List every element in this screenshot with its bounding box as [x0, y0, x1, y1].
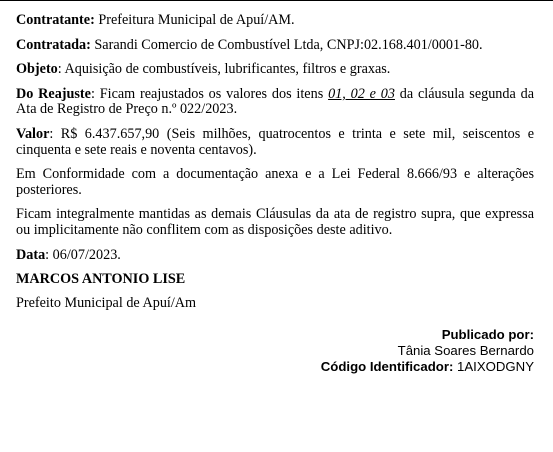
identifier-code-value: 1AIXODGNY — [457, 359, 534, 375]
identifier-code — [16, 359, 534, 375]
reajuste-paragraph: Do Reajuste: Ficam reajustados os valores dos itens 01, 02 e 03 da cláusula segunda da Ata de Registro de Preço n.º 022/2023. — [16, 85, 535, 118]
objeto-value: Aquisição de combustíveis, lubrificantes, filtros e graxas. — [64, 61, 391, 78]
conformidade-paragraph: Em Conformidade com a documentação anexa e a Lei Federal 8.666/93 e alterações posteriores. — [16, 166, 534, 198]
signer-name: MARCOS ANTONIO LISE — [16, 271, 186, 288]
objeto-paragraph: Objeto: Aquisição de combustíveis, lubrificantes, filtros e graxas. — [16, 61, 391, 78]
publisher-name: Tânia Soares Bernardo — [397, 343, 534, 359]
clausulas-paragraph: Ficam integralmente mantidas as demais Cláusulas da ata de registro supra, que expressa ou implicitamente não conflitem com as disposições deste aditivo. — [16, 206, 534, 238]
contratada-paragraph — [16, 38, 534, 54]
document-body — [16, 13, 534, 375]
published-by-label: Publicado por: — [441, 327, 534, 343]
reajuste-text-after: da cláusula segunda da Ata de Registro de Preço n.º 022/2023. — [16, 85, 535, 118]
data-label: Data — [16, 246, 46, 263]
data-value: 06/07/2023. — [52, 246, 121, 263]
contratada-value: Sarandi Comercio de Combustível Ltda, CNPJ:02.168.401/0001-80. — [94, 36, 483, 53]
contratante-paragraph: Contratante: Prefeitura Municipal de Apuí/AM. — [16, 12, 295, 28]
reajuste-label: Do Reajuste — [16, 85, 91, 102]
valor-value: R$ 6.437.657,90 (Seis milhões, quatrocentos e trinta e sete mil, seiscentos e cinquenta e sete reais e noventa centavos). — [16, 125, 534, 158]
contratada-label: Contratada: — [16, 36, 91, 53]
objeto-label: Objeto — [16, 61, 58, 78]
contratante-value: Prefeitura Municipal de Apuí/AM. — [98, 12, 295, 28]
reajuste-text-before: Ficam reajustados os valores dos itens — [99, 85, 324, 102]
top-rule — [0, 0, 553, 1]
publication-block — [16, 327, 534, 375]
data-paragraph: Data: 06/07/2023. — [16, 246, 121, 263]
valor-paragraph: Valor: R$ 6.437.657,90 (Seis milhões, quatrocentos e trinta e sete mil, seiscentos e cinquenta e sete reais e noventa centavos). — [16, 125, 534, 158]
contratante-label: Contratante — [16, 12, 91, 28]
signer-role: Prefeito Municipal de Apuí/Am — [16, 294, 197, 311]
identifier-code-label: Código Identificador: — [320, 359, 454, 375]
reajuste-items: 01, 02 e 03 — [328, 85, 395, 102]
valor-label: Valor — [16, 125, 50, 142]
